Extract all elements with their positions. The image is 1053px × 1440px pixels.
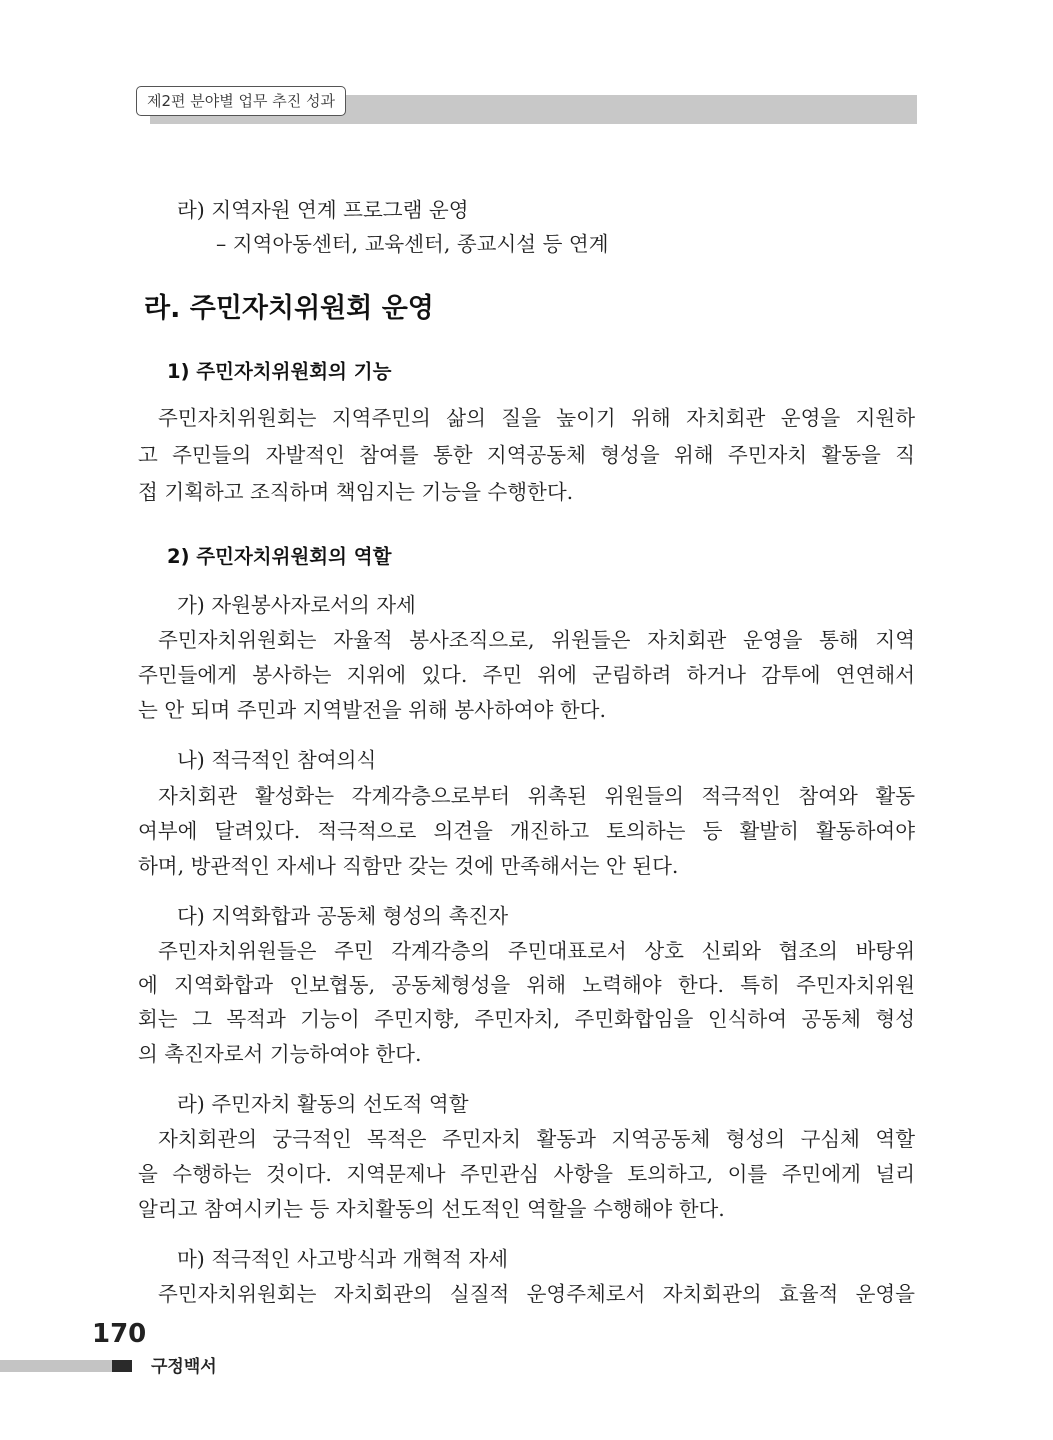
role-item-title: 나) 적극적인 참여의식 (177, 748, 377, 772)
paragraph-line: 자치회관 활성화는 각계각층으로부터 위촉된 위원들의 적극적인 참여와 활동 (158, 784, 915, 808)
paragraph-line: 의 촉진자로서 기능하여야 한다. (138, 1042, 422, 1066)
paragraph-line: 주민자치위원회는 지역주민의 삶의 질을 높이기 위해 자치회관 운영을 지원하 (158, 406, 915, 430)
footer-bar (0, 1360, 112, 1372)
role-item-title: 라) 주민자치 활동의 선도적 역할 (177, 1092, 469, 1116)
paragraph-line: 회는 그 목적과 기능이 주민지향, 주민자치, 주민화합임을 인식하여 공동체 형성 (138, 1007, 915, 1031)
publication-title: 구정백서 (151, 1357, 217, 1377)
intro-item: 라) 지역자원 연계 프로그램 운영 (177, 198, 469, 222)
paragraph-line: 주민자치위원들은 주민 각계각층의 주민대표로서 상호 신뢰와 협조의 바탕위 (158, 939, 915, 963)
paragraph-line: 주민자치위원회는 자치회관의 실질적 운영주체로서 자치회관의 효율적 운영을 (158, 1282, 915, 1306)
role-heading: 2) 주민자치위원회의 역할 (167, 545, 392, 568)
role-item-title: 마) 적극적인 사고방식과 개혁적 자세 (177, 1247, 509, 1271)
paragraph-line: 에 지역화합과 인보협동, 공동체형성을 위해 노력해야 한다. 특히 주민자치위원 (138, 973, 915, 997)
paragraph-line: 는 안 되며 주민과 지역발전을 위해 봉사하여야 한다. (138, 698, 606, 722)
paragraph-line: 주민자치위원회는 자율적 봉사조직으로, 위원들은 자치회관 운영을 통해 지역 (158, 628, 915, 652)
paragraph-line: 주민들에게 봉사하는 지위에 있다. 주민 위에 군림하려 하거나 감투에 연연해서 (138, 663, 915, 687)
section-title: 라. 주민자치위원회 운영 (144, 293, 434, 324)
page-number: 170 (92, 1319, 147, 1349)
paragraph-line: 을 수행하는 것이다. 지역문제나 주민관심 사항을 토의하고, 이를 주민에게 널리 (138, 1162, 915, 1186)
paragraph-line: 여부에 달려있다. 적극적으로 의견을 개진하고 토의하는 등 활발히 활동하여야 (138, 819, 915, 843)
paragraph-line: 고 주민들의 자발적인 참여를 통한 지역공동체 형성을 위해 주민자치 활동을 직 (138, 443, 915, 467)
paragraph-line: 하며, 방관적인 자세나 직함만 갖는 것에 만족해서는 안 된다. (138, 854, 679, 878)
role-item-title: 다) 지역화합과 공동체 형성의 촉진자 (177, 904, 509, 928)
footer-block (112, 1360, 132, 1372)
role-item-title: 가) 자원봉사자로서의 자세 (177, 593, 416, 617)
intro-detail: – 지역아동센터, 교육센터, 종교시설 등 연계 (216, 232, 609, 256)
function-heading: 1) 주민자치위원회의 기능 (167, 360, 392, 383)
paragraph-line: 알리고 참여시키는 등 자치활동의 선도적인 역할을 수행해야 한다. (138, 1197, 725, 1221)
paragraph-line: 접 기획하고 조직하며 책임지는 기능을 수행한다. (138, 480, 574, 504)
paragraph-line: 자치회관의 궁극적인 목적은 주민자치 활동과 지역공동체 형성의 구심체 역할 (158, 1127, 915, 1151)
section-label: 제2편 분야별 업무 추진 성과 (136, 86, 346, 116)
